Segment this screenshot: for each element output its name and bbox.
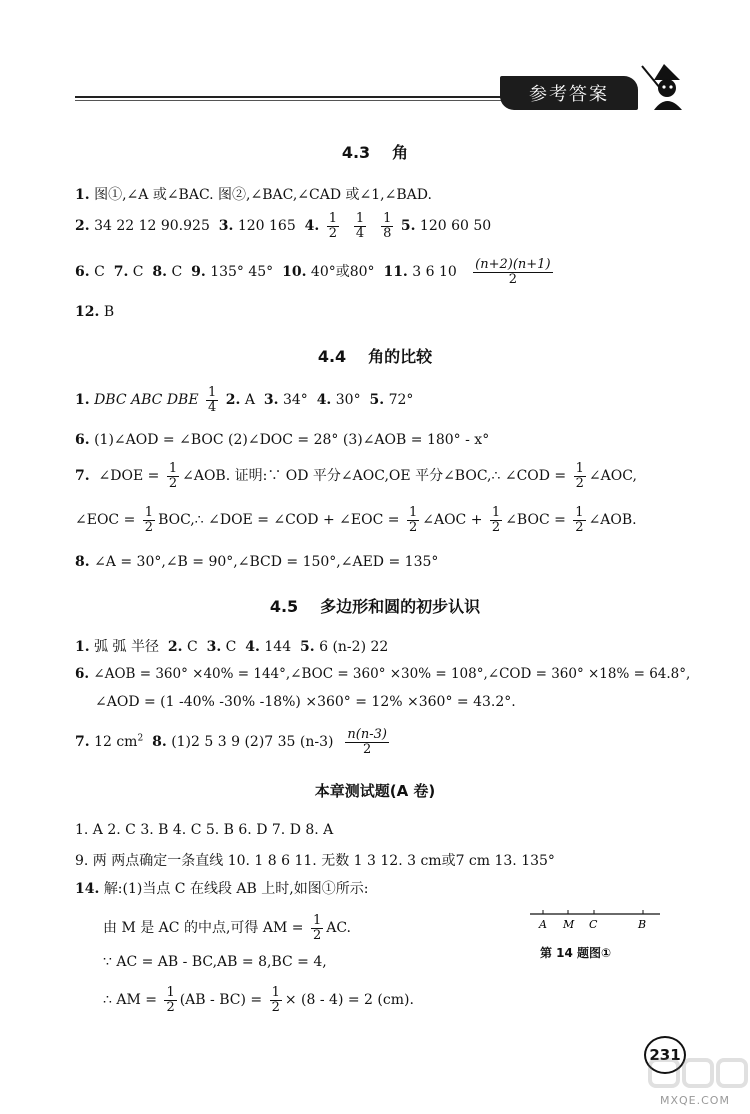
numerator: 1	[168, 461, 178, 476]
q-number: 14.	[75, 881, 100, 897]
label-m: M	[563, 918, 575, 931]
answer-text: ∠DOE =	[98, 468, 160, 485]
answer-text: ∠EOC =	[75, 512, 136, 529]
q-number: 9.	[191, 264, 206, 281]
answer-text: ∠AOB = 360° ×40% = 144°,∠BOC = 360° ×30% = 108°,∠COD = 360° ×18% = 64.8°,	[93, 666, 691, 682]
answer-line	[75, 304, 114, 320]
q-number: 12.	[75, 304, 100, 320]
answer-text: ∠AOC +	[422, 512, 483, 529]
numerator: (n+2)(n+1)	[475, 257, 551, 272]
superscript: 2	[137, 733, 144, 744]
q-number: 6.	[75, 432, 90, 448]
q-number: 3.	[263, 392, 279, 409]
answer-text: 34 22 12 90.925	[94, 218, 210, 235]
answer-text: 由 M 是 AC 的中点,可得 AM =	[103, 920, 304, 937]
answer-text: 弧 弧 半径	[94, 639, 159, 655]
answer-line	[75, 666, 690, 682]
answer-text: (1)∠AOD = ∠BOC (2)∠DOC = 28° (3)∠AOB = 180° - x°	[94, 432, 490, 448]
answer-text: 12 cm	[94, 734, 138, 751]
answer-text: A	[244, 392, 255, 409]
denominator: 2	[491, 519, 501, 535]
answer-line	[75, 554, 438, 570]
answer-text: (1)2 5 3 9 (2)7 35 (n-3)	[171, 734, 334, 751]
watermark-text: MXQE.COM	[660, 1094, 730, 1107]
fraction	[381, 212, 393, 240]
answer-line	[75, 822, 333, 838]
q-number: 4.	[316, 392, 332, 409]
fraction	[164, 986, 176, 1014]
q-number: 10.	[282, 264, 307, 281]
page-number-text: 231	[649, 1046, 681, 1064]
q-number: 2.	[225, 392, 241, 409]
answer-text: ∠AOB. 证明:∵ OD 平分∠AOC,OE 平分∠BOC,∴ ∠COD =	[182, 468, 567, 485]
answer-text: 144	[264, 639, 292, 655]
answer-text: 30°	[335, 392, 361, 409]
answer-text: ∴ AM =	[103, 992, 157, 1009]
figure-caption: 第 14 题图①	[540, 946, 612, 960]
denominator: 2	[166, 999, 175, 1015]
answer-text: C	[225, 639, 237, 655]
denominator: 2	[312, 927, 322, 943]
q-number: 5.	[400, 218, 416, 235]
answer-text: 图①,∠A 或∠BAC. 图②,∠BAC,∠CAD 或∠1,∠BAD.	[94, 187, 432, 203]
fraction	[143, 506, 155, 534]
header-banner-text: 参考答案	[529, 84, 609, 105]
section-number: 4.5	[269, 597, 299, 616]
segment-figure	[525, 904, 665, 934]
answer-text: 120 165	[237, 218, 296, 235]
q-number: 2.	[75, 218, 90, 235]
denominator: 4	[355, 225, 365, 241]
fraction	[354, 212, 366, 240]
q-number: 8.	[152, 264, 168, 281]
section-name: 多边形和圆的初步认识	[320, 597, 481, 616]
q-number: 3.	[206, 639, 222, 655]
denominator: 2	[363, 741, 372, 757]
answer-text: 72°	[388, 392, 414, 409]
fraction	[270, 986, 282, 1014]
numerator: n(n-3)	[347, 727, 387, 742]
denominator: 2	[508, 271, 517, 287]
fraction	[206, 386, 218, 414]
fraction	[490, 506, 502, 534]
answer-text: 3 6 10	[412, 264, 457, 281]
fraction	[573, 506, 585, 534]
numerator: 1	[355, 211, 365, 226]
numerator: 1	[144, 505, 154, 520]
section-title-4-5	[0, 594, 750, 617]
denominator: 2	[328, 225, 338, 241]
q-number: 1.	[75, 392, 90, 409]
numerator: 1	[328, 211, 338, 226]
fraction	[167, 462, 179, 490]
header-banner	[500, 76, 638, 110]
section-number: 4.3	[341, 143, 371, 162]
section-title-4-4	[0, 344, 750, 367]
answer-line	[75, 636, 388, 656]
denominator: 4	[208, 399, 217, 415]
numerator: 1	[408, 505, 418, 520]
answer-line	[95, 694, 516, 710]
answer-text: BOC,∴ ∠DOE = ∠COD + ∠EOC =	[158, 512, 400, 529]
fraction	[407, 506, 419, 534]
q-number: 8.	[75, 554, 90, 570]
denominator: 2	[575, 475, 584, 491]
q-number: 1.	[75, 187, 90, 203]
answer-text: ∠BOC =	[505, 512, 566, 529]
fraction	[345, 728, 389, 756]
q-number: 2.	[167, 639, 183, 655]
answer-text: ∠AOC,	[588, 468, 637, 485]
answer-text: 1. A 2. C 3. B 4. C 5. B 6. D 7. D 8. A	[75, 822, 334, 838]
denominator: 2	[168, 475, 178, 491]
numerator: 1	[575, 461, 584, 476]
q-number: 7.	[113, 264, 129, 281]
answer-line	[75, 878, 368, 898]
answer-text: 120 60 50	[419, 218, 492, 235]
answer-text: × (8 - 4) = 2 (cm).	[284, 992, 414, 1009]
answer-text: C	[171, 264, 183, 281]
section-title-4-3	[0, 140, 750, 163]
label-c: C	[589, 918, 598, 931]
q-number: 1.	[75, 639, 90, 655]
header-rule	[75, 96, 505, 98]
answer-text: ∠AOB.	[588, 512, 637, 529]
denominator: 2	[575, 519, 584, 535]
answer-text: ∠AOD = (1 -40% -30% -18%) ×360° = 12% ×360° = 43.2°.	[95, 694, 516, 710]
numerator: 1	[312, 913, 322, 928]
numerator: 1	[271, 985, 280, 1000]
section-name: 角	[392, 143, 409, 162]
answer-line	[75, 462, 637, 490]
answer-text: 9. 两 两点确定一条直线 10. 1 8 6 11. 无数 1 3 12. 3 cm或7 cm 13. 135°	[75, 853, 555, 869]
label-a: A	[539, 918, 547, 931]
answer-text: 135° 45°	[210, 264, 274, 281]
answer-text: AC.	[326, 920, 351, 937]
q-number: 4.	[245, 639, 260, 655]
q-number: 7.	[75, 734, 90, 751]
q-number: 6.	[75, 666, 90, 682]
answer-line	[75, 432, 489, 448]
answer-line	[75, 850, 555, 870]
answer-text: ∠A = 30°,∠B = 90°,∠BCD = 150°,∠AED = 135°	[94, 554, 439, 570]
fraction	[311, 914, 323, 942]
denominator: 2	[144, 519, 154, 535]
answer-line	[103, 954, 327, 970]
section-number: 4.4	[317, 347, 347, 366]
q-number: 6.	[75, 264, 90, 281]
fraction	[327, 212, 339, 240]
section-title-test	[0, 780, 750, 801]
answer-line	[103, 986, 414, 1014]
fraction	[473, 258, 552, 286]
answer-text: 6 (n-2) 22	[319, 639, 389, 655]
numerator: 1	[575, 505, 584, 520]
denominator: 2	[408, 519, 418, 535]
answer-text: C	[94, 264, 105, 281]
answer-line	[103, 914, 351, 942]
q-number: 5.	[369, 392, 385, 409]
section-name: 本章测试题(A 卷)	[314, 782, 436, 800]
header-rule-thin	[75, 100, 505, 101]
denominator: 2	[271, 999, 280, 1015]
answer-line	[75, 184, 432, 204]
answer-text: 解:(1)当点 C 在线段 AB 上时,如图①所示:	[103, 881, 369, 897]
q-number: 8.	[152, 734, 167, 751]
wizard-mascot-icon	[640, 58, 696, 114]
answer-line	[75, 386, 413, 414]
q-number: 11.	[383, 264, 408, 281]
q-number: 3.	[218, 218, 234, 235]
answer-text: (AB - BC) =	[179, 992, 263, 1009]
denominator: 8	[383, 225, 392, 241]
answer-text: ∵ AC = AB - BC,AB = 8,BC = 4,	[103, 954, 327, 970]
q-number: 7.	[75, 468, 90, 485]
numerator: 1	[208, 385, 217, 400]
answer-line	[75, 728, 392, 756]
answer-line	[75, 258, 556, 286]
answer-text: C	[132, 264, 144, 281]
numerator: 1	[166, 985, 175, 1000]
answer-text: 34°	[282, 392, 308, 409]
numerator: 1	[383, 211, 392, 226]
answer-text: B	[103, 304, 115, 320]
answer-text: 40°或80°	[310, 264, 375, 281]
answer-text: DBC ABC DBE	[94, 392, 199, 409]
fraction	[574, 462, 586, 490]
answer-line	[75, 506, 637, 534]
label-b: B	[638, 918, 647, 931]
answer-text: C	[186, 639, 198, 655]
q-number: 5.	[300, 639, 315, 655]
numerator: 1	[491, 505, 501, 520]
q-number: 4.	[304, 218, 320, 235]
answer-line	[75, 212, 491, 240]
section-name: 角的比较	[368, 347, 433, 366]
